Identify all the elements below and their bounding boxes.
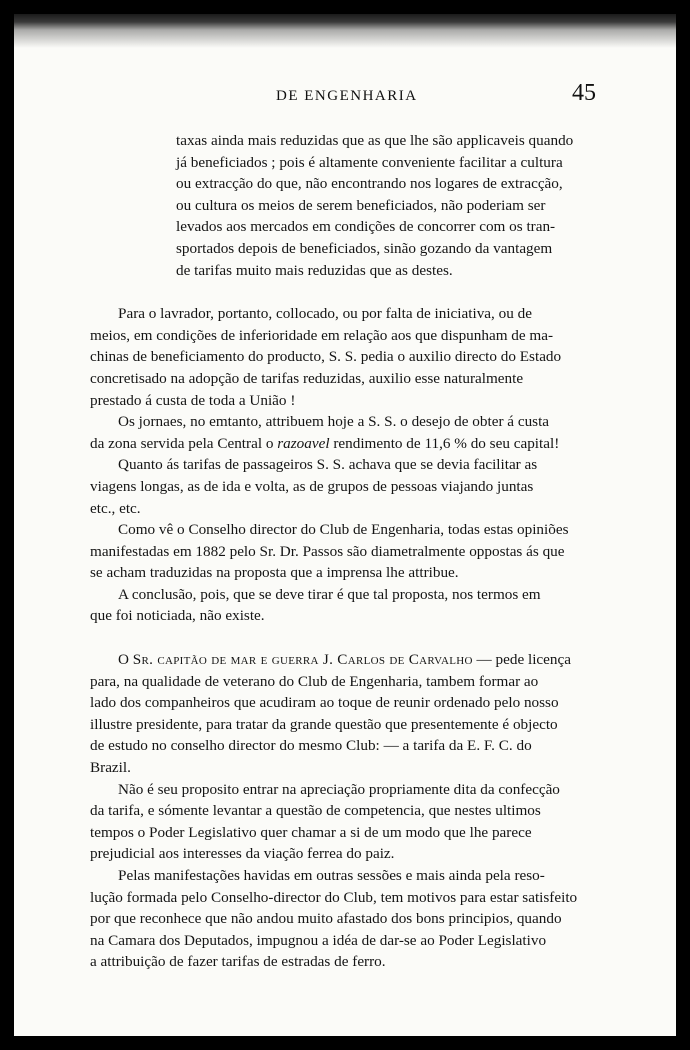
text-line: de tarifas muito mais reduzidas que as destes. — [176, 261, 453, 279]
text-run: da zona servida pela Central o — [90, 434, 278, 452]
text-line: ou extracção do que, não encontrando nos logares de extracção, — [176, 175, 563, 193]
speaker-name: Sr. capitão de mar e guerra J. Carlos de Carvalho — [132, 651, 473, 669]
text-line: lado dos companheiros que acudiram ao toque de reunir ordenado pelo nosso — [90, 694, 559, 712]
paragraph-passageiros — [14, 454, 676, 519]
text-line: na Camara dos Deputados, impugnou a idéa de dar-se ao Poder Legislativo — [90, 931, 547, 949]
text-line: que foi noticiada, não existe. — [90, 607, 265, 625]
text-line: tempos o Poder Legislativo quer chamar a si de um modo que lhe parece — [90, 823, 532, 841]
text-line: sportados depois de beneficiados, sinão gozando da vantagem — [176, 239, 553, 257]
text-line: ou cultura os meios de serem beneficiados, não poderiam ser — [176, 196, 546, 214]
paragraph-conclusao — [14, 584, 676, 627]
text-line: se acham traduzidas na proposta que a imprensa lhe attribue. — [90, 564, 459, 582]
italic-word: razoavel — [277, 434, 330, 452]
text-line: de estudo no conselho director do mesmo Club: — a tarifa da E. F. C. do — [90, 737, 532, 755]
text-line: da tarifa, e sómente levantar a questão de competencia, que nestes ultimos — [90, 802, 541, 820]
text-line: Para o lavrador, portanto, collocado, ou por falta de iniciativa, ou de — [118, 305, 532, 323]
text-line: concretisado na adopção de tarifas reduzidas, auxilio esse naturalmente — [90, 369, 524, 387]
text-line — [90, 433, 604, 455]
text-line: manifestadas em 1882 pelo Sr. Dr. Passos são diametralmente oppostas ás que — [90, 542, 565, 560]
scan-edge-shadow — [14, 14, 676, 50]
paragraph-jornaes — [14, 411, 676, 454]
text-line: A conclusão, pois, que se deve tirar é que tal proposta, nos termos em — [118, 585, 541, 603]
text-line: já beneficiados ; pois é altamente conveniente facilitar a cultura — [176, 153, 563, 171]
paragraph-manifestacoes — [14, 865, 676, 973]
text-line: Não é seu proposito entrar na apreciação propriamente dita da confecção — [118, 780, 560, 798]
running-head-title: DE ENGENHARIA — [276, 88, 418, 104]
text-line: Brazil. — [90, 759, 131, 777]
text-line: meios, em condições de inferioridade em relação aos que dispunham de ma- — [90, 326, 554, 344]
text-line: por que reconhece que não andou muito afastado dos bons principios, quando — [90, 910, 562, 928]
text-line: illustre presidente, para tratar da grande questão que presentemente é objecto — [90, 715, 558, 733]
text-run: rendimento de 11,6 % do seu capital! — [329, 434, 560, 452]
text-line: Os jornaes, no emtanto, attribuem hoje a S. S. o desejo de obter á custa — [118, 413, 550, 431]
body-text — [14, 130, 676, 973]
paragraph-competencia — [14, 779, 676, 865]
text-line: prejudicial aos interesses da viação ferrea do paiz. — [90, 845, 395, 863]
text-line: a attribuição de fazer tarifas de estradas de ferro. — [90, 953, 386, 971]
text-line: chinas de beneficiamento do producto, S. S. pedia o auxilio directo do Estado — [90, 348, 562, 366]
running-head — [14, 80, 676, 114]
text-line: levados aos mercados em condições de concorrer com os tran- — [176, 218, 556, 236]
text-run: O — [118, 651, 133, 669]
text-line: etc., etc. — [90, 499, 141, 517]
text-line: Pelas manifestações havidas em outras sessões e mais ainda pela reso- — [118, 867, 545, 884]
paragraph-conselho — [14, 519, 676, 584]
text-run: — pede licença — [472, 651, 571, 669]
text-line: viagens longas, as de ida e volta, as de grupos de pessoas viajando juntas — [90, 477, 534, 495]
text-line: lução formada pelo Conselho-director do Club, tem motivos para estar satisfeito — [90, 888, 578, 906]
text-line: prestado á custa de toda a União ! — [90, 391, 296, 409]
text-line: Quanto ás tarifas de passageiros S. S. achava que se devia facilitar as — [118, 456, 538, 474]
paragraph-carvalho — [14, 649, 676, 779]
text-line: Como vê o Conselho director do Club de Engenharia, todas estas opiniões — [118, 521, 569, 539]
document-page — [14, 14, 676, 1036]
paragraph-lavrador — [14, 303, 676, 411]
page-number: 45 — [572, 80, 596, 106]
text-line — [90, 649, 604, 671]
text-line: taxas ainda mais reduzidas que as que lhe são applicaveis quando — [176, 132, 574, 149]
paragraph-quote-continuation — [14, 130, 676, 281]
text-line: para, na qualidade de veterano do Club de Engenharia, tambem formar ao — [90, 672, 539, 690]
